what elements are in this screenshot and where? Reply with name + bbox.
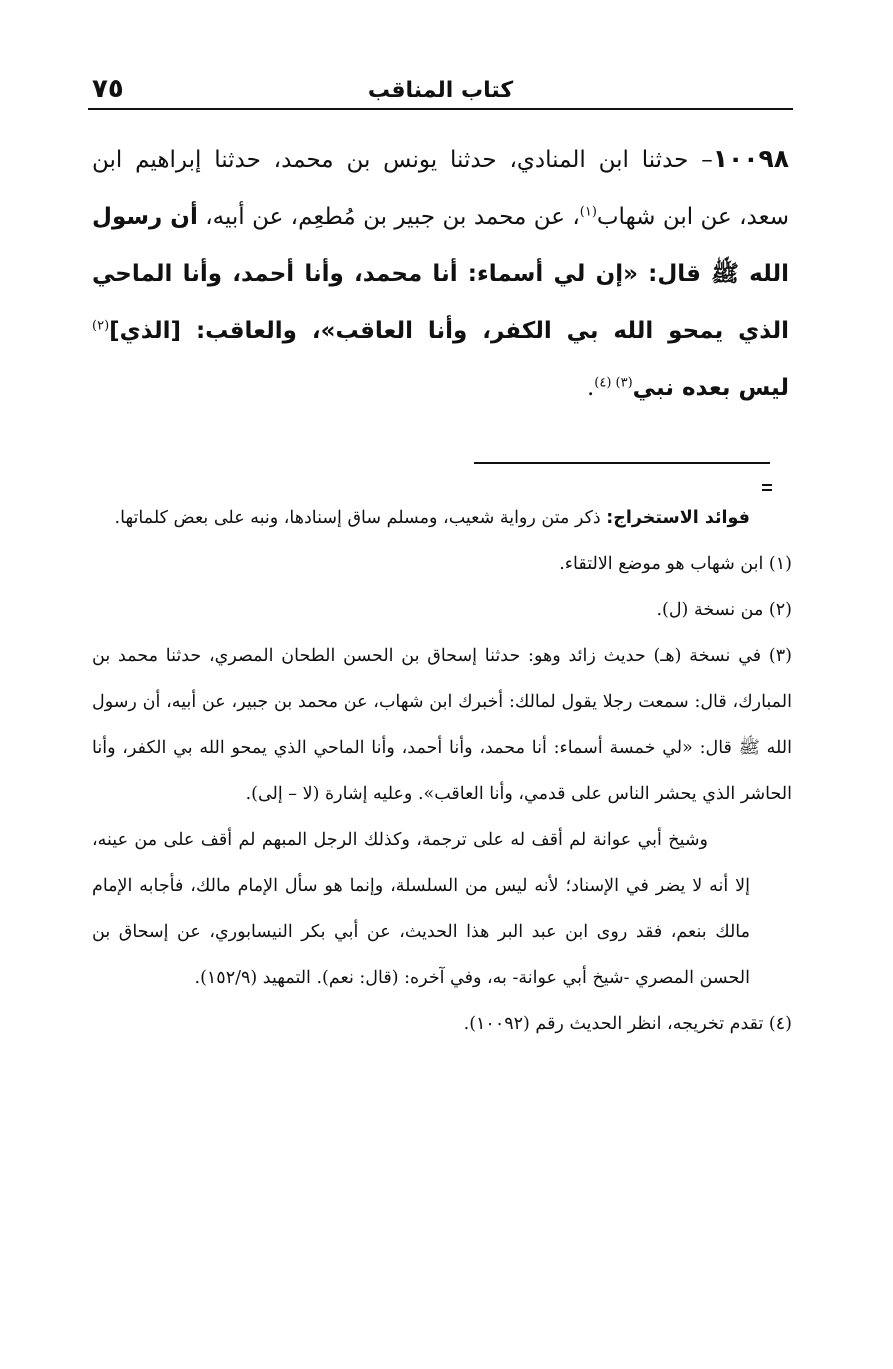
footnote-3-continuation: وشيخ أبي عوانة لم أقف له على ترجمة، وكذلك الرجل المبهم لم أقف على من عينه، إلا أنه لا يضر في الإسناد؛ لأنه ليس من السلسلة، وإنما هو سأل الإمام مالك، فأجابه الإمام مالك بنعم، فقد روى ابن عبد البر هذا الحديث، عن أبي بكر النيسابوري، عن إسحاق بن الحسن المصري -شيخ أبي عوانة- به، وفي آخره: (قال: نعم). التمهيد (١٥٢/٩). [92, 830, 750, 988]
running-title: كتاب المناقب [367, 78, 514, 103]
footnote-ref-2: (٢) [92, 318, 110, 334]
equals-mark [762, 484, 772, 494]
hadith-text [92, 130, 789, 417]
footnote-2: (٢) من نسخة (ل). [656, 600, 792, 620]
hadith-matn-1: أن رسول الله ﷺ قال: «إن لي أسماء: أنا محمد، وأنا أحمد، وأنا الماحي الذي يمحو الله بي الكفر، وأنا العاقب»، والعاقب: [الذي] [92, 204, 789, 344]
page-number: ٧٥ [92, 74, 124, 104]
hadith-number: ١٠٠٩٨ [712, 144, 789, 173]
benefits-label: فوائد الاستخراج: [606, 508, 750, 528]
footnotes [92, 495, 792, 1047]
footnote-3: (٣) في نسخة (هـ) حديث زائد وهو: حدثنا إسحاق بن الحسن الطحان المصري، حدثنا محمد بن المبارك، قال: سمعت رجلا يقول لمالك: أخبرك ابن شهاب، عن محمد بن جبير، عن أبيه، أن رسول الله ﷺ قال: «لي خمسة أسماء: أنا محمد، وأنا أحمد، وأنا الماحي الذي يمحو الله بي الكفر، وأنا الحاشر الذي يحشر الناس على قدمي، وأنا العاقب». وعليه إشارة (لا – إلى). [92, 646, 792, 804]
page-header [88, 72, 793, 110]
footnote-1: (١) ابن شهاب هو موضع الالتقاء. [559, 554, 792, 574]
footnote-4: (٤) تقدم تخريجه، انظر الحديث رقم (١٠٠٩٢). [463, 1014, 792, 1034]
hadith-matn-2: ليس بعده نبي [632, 375, 789, 401]
benefits-text: ذكر متن رواية شعيب، ومسلم ساق إسنادها، ونبه على بعض كلماتها. [114, 508, 607, 528]
hadith-isnad-1: حدثنا ابن المنادي، حدثنا يونس بن محمد، حدثنا إبراهيم ابن سعد، عن ابن شهاب [92, 147, 789, 230]
footnote-ref-1: (١) [579, 204, 597, 220]
footnote-separator [474, 462, 770, 464]
benefits-note [92, 495, 792, 541]
hadith-isnad-2: ، عن محمد بن جبير بن مُطعِم، عن أبيه، [197, 204, 580, 230]
hadith-end: . [586, 375, 595, 401]
hadith-dash: – [688, 147, 713, 173]
footnote-ref-3-4: (٣) (٤) [594, 375, 633, 391]
